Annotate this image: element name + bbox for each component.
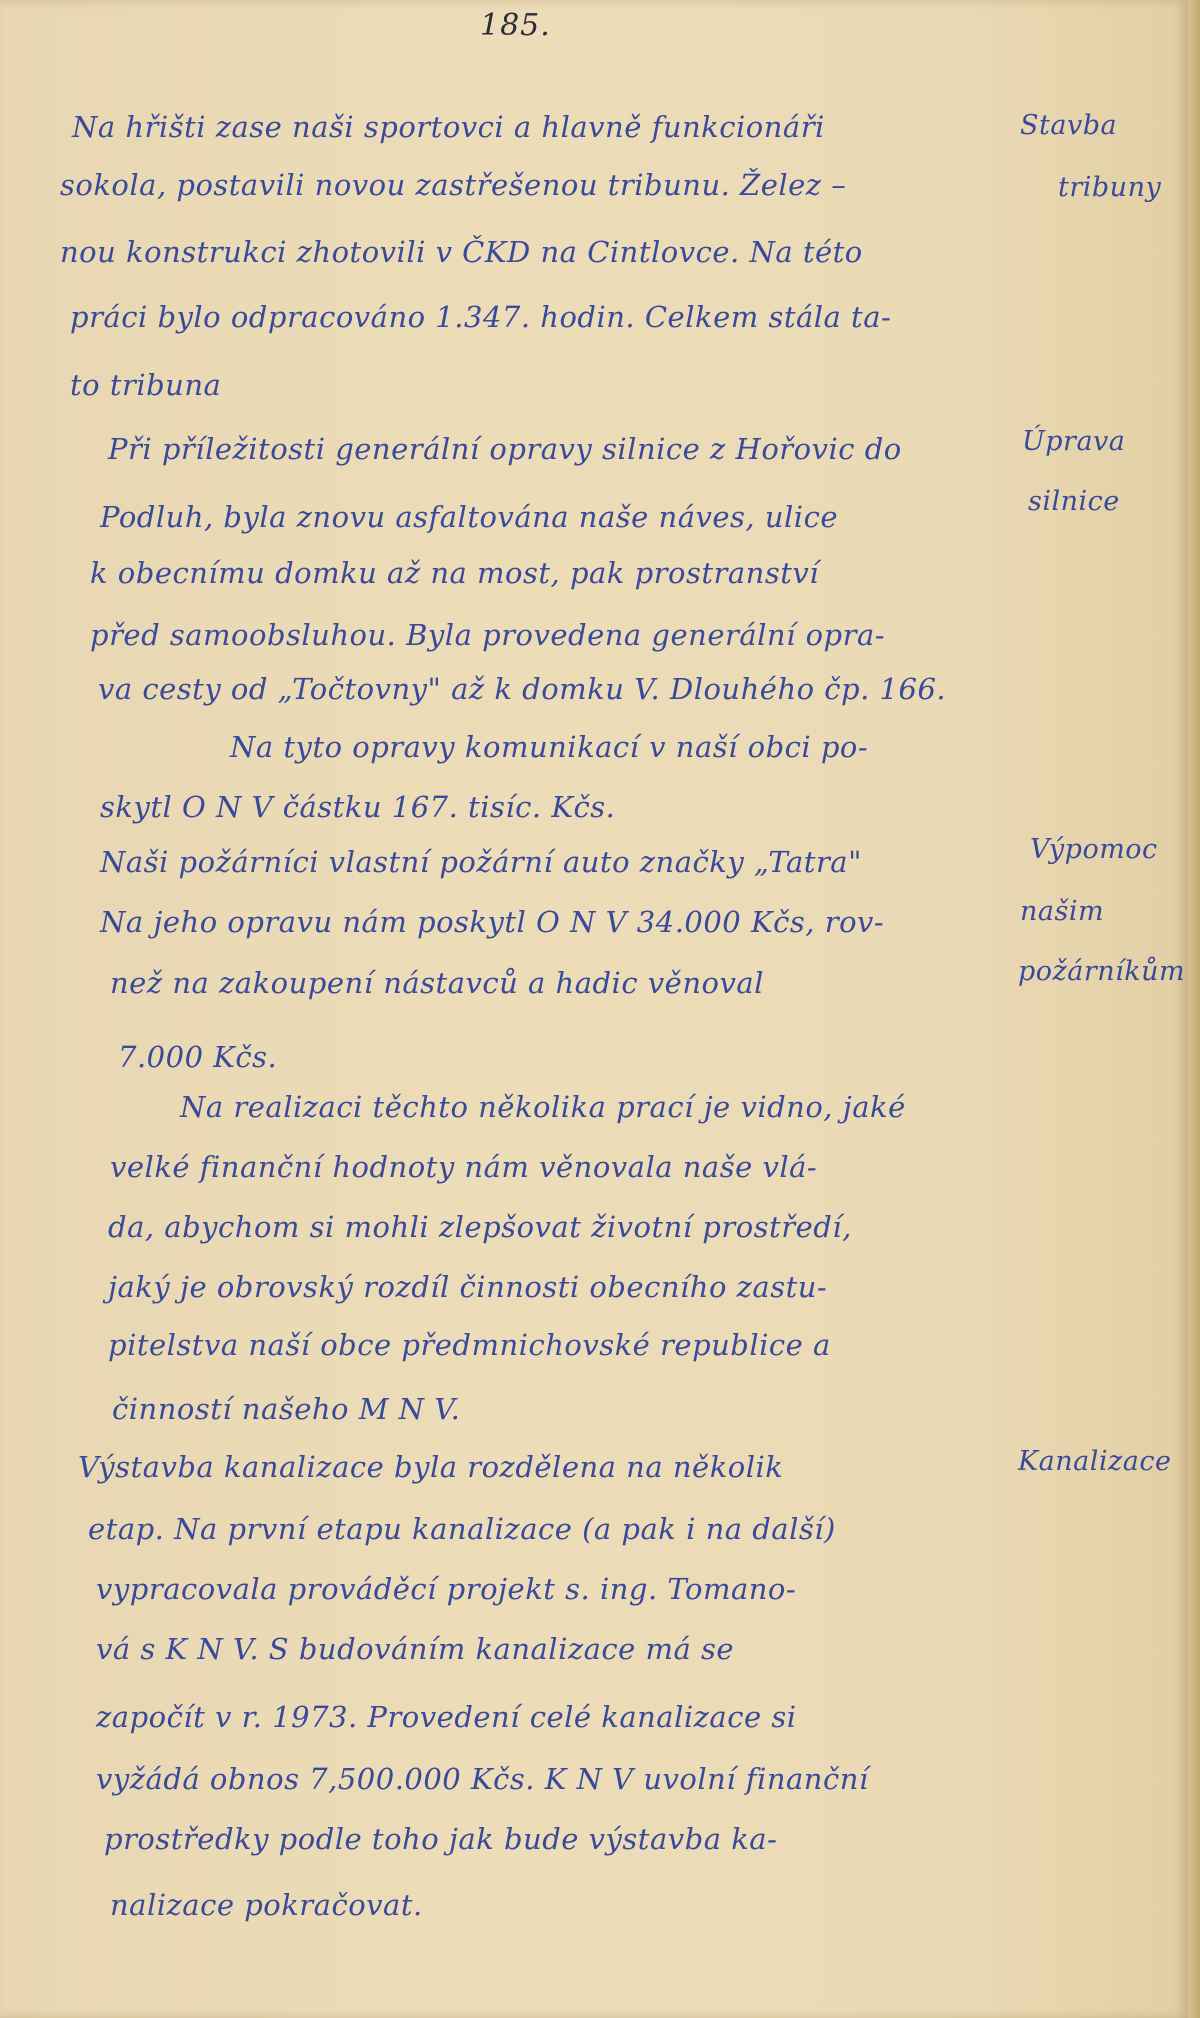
body-line: k obecnímu domku až na most, pak prostranství	[90, 556, 820, 590]
margin-note-tribuny: tribuny	[1058, 172, 1162, 203]
body-line: pitelstva naší obce předmnichovské republice a	[108, 1328, 831, 1362]
body-line: Podluh, byla znovu asfaltována naše náves, ulice	[100, 500, 838, 534]
body-line: da, abychom si mohli zlepšovat životní prostředí,	[108, 1210, 852, 1244]
body-line: nalizace pokračovat.	[110, 1888, 423, 1922]
body-line: Na jeho opravu nám poskytl O N V 34.000 Kčs, rov-	[100, 905, 885, 939]
body-line: vypracovala prováděcí projekt s. ing. Tomano-	[96, 1572, 797, 1606]
body-line: než na zakoupení nástavců a hadic věnoval	[110, 966, 764, 1000]
body-line: Naši požárníci vlastní požární auto značky „Tatra"	[100, 845, 862, 879]
body-line: prostředky podle toho jak bude výstavba ka-	[104, 1822, 778, 1856]
margin-note-uprava: Úprava	[1022, 426, 1126, 457]
body-line: to tribuna	[70, 368, 222, 402]
body-line: vá s K N V. S budováním kanalizace má se	[96, 1632, 735, 1666]
page-number: 185.	[480, 8, 551, 43]
body-line: Při příležitosti generální opravy silnice z Hořovic do	[108, 432, 902, 466]
margin-note-vypomoc: Výpomoc	[1030, 834, 1158, 865]
body-line: vyžádá obnos 7,500.000 Kčs. K N V uvolní finanční	[96, 1762, 869, 1796]
body-line: započít v r. 1973. Provedení celé kanalizace si	[96, 1700, 797, 1734]
body-line: skytl O N V částku 167. tisíc. Kčs.	[100, 790, 616, 824]
margin-note-nasim: našim	[1020, 896, 1105, 927]
body-line: 7.000 Kčs.	[118, 1040, 278, 1074]
margin-note-pozarnikum: požárníkům	[1018, 956, 1186, 987]
body-line: sokola, postavili novou zastřešenou tribunu. Želez –	[60, 168, 847, 202]
body-line: práci bylo odpracováno 1.347. hodin. Celkem stála ta-	[70, 300, 892, 334]
body-line: Výstavba kanalizace byla rozdělena na několik	[78, 1450, 784, 1484]
body-line: nou konstrukci zhotovili v ČKD na Cintlovce. Na této	[60, 235, 863, 269]
body-line: Na tyto opravy komunikací v naší obci po-	[230, 730, 869, 764]
body-line: jaký je obrovský rozdíl činnosti obecního zastu-	[108, 1270, 828, 1304]
body-line: etap. Na první etapu kanalizace (a pak i na další)	[88, 1512, 836, 1546]
body-line: Na hřišti zase naši sportovci a hlavně funkcionáři	[72, 110, 825, 144]
body-line: va cesty od „Točtovny" až k domku V. Dlouhého čp. 166.	[98, 672, 947, 706]
margin-note-silnice: silnice	[1028, 486, 1120, 517]
body-line: před samoobsluhou. Byla provedena generální opra-	[90, 618, 886, 652]
body-line: Na realizaci těchto několika prací je vidno, jaké	[180, 1090, 906, 1124]
body-line: činností našeho M N V.	[112, 1392, 461, 1426]
margin-note-stavba: Stavba	[1020, 110, 1118, 141]
margin-note-kanalizace: Kanalizace	[1018, 1446, 1172, 1477]
page-edge	[1188, 0, 1200, 2018]
body-line: velké finanční hodnoty nám věnovala naše vlá-	[110, 1150, 818, 1184]
